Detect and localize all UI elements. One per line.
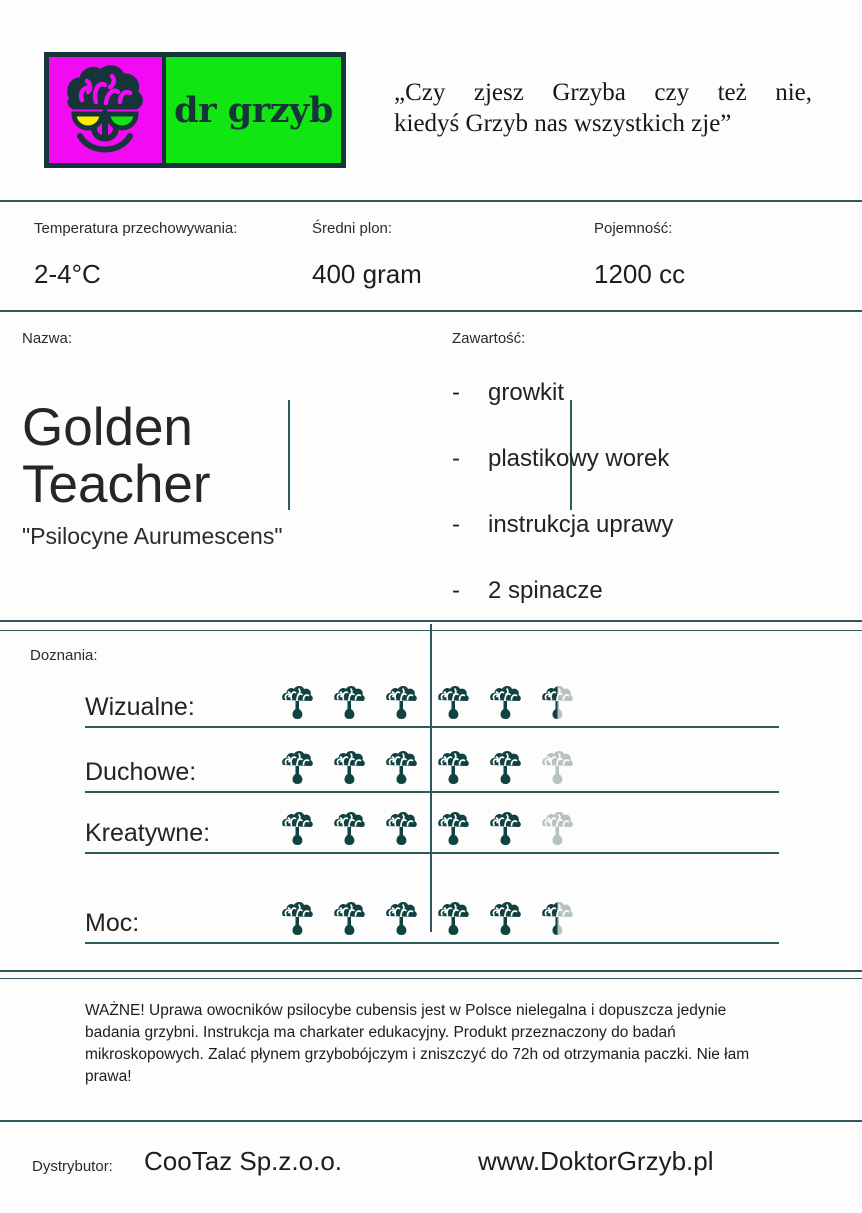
- spec-label-yield: Średni plon:: [312, 220, 393, 237]
- rating-icons[interactable]: [281, 682, 574, 724]
- mushroom-icon: [281, 808, 314, 850]
- mushroom-icon: [333, 808, 366, 850]
- mushroom-icon: [281, 747, 314, 789]
- rating-icons[interactable]: [281, 898, 574, 940]
- distributor-value: CooTaz Sp.z.o.o.: [144, 1146, 342, 1176]
- product-name-block: [22, 330, 422, 550]
- spec-value-temperature: 2-4°C: [34, 259, 101, 289]
- ratings-caption: Doznania:: [30, 647, 98, 664]
- mushroom-icon: [541, 747, 574, 789]
- mushroom-icon: [437, 682, 470, 724]
- list-dash: -: [452, 379, 460, 406]
- product-latin-name: "Psilocyne Aurumescens": [22, 523, 283, 550]
- logo-face-panel: [49, 57, 162, 163]
- product-name-label: Nazwa:: [22, 330, 73, 347]
- header-quote-line-1: „Czy zjesz Grzyba czy też nie,: [394, 79, 812, 106]
- list-item-label: 2 spinacze: [488, 577, 603, 604]
- spec-value-yield: 400 gram: [312, 259, 422, 289]
- distributor-label: Dystrybutor:: [32, 1158, 113, 1175]
- product-name-line-1: Golden: [22, 398, 193, 457]
- mushroom-icon: [437, 898, 470, 940]
- header-quote: [394, 78, 812, 139]
- list-item-label: instrukcja uprawy: [488, 511, 674, 538]
- rating-label: Duchowe:: [85, 758, 197, 786]
- ratings-section: [0, 634, 862, 964]
- midsection: [0, 312, 862, 620]
- header-quote-line-2: kiedyś Grzyb nas wszystkich zje”: [394, 109, 732, 137]
- contents-label: Zawartość:: [452, 330, 526, 347]
- rating-label: Wizualne:: [85, 693, 195, 721]
- list-item: [452, 379, 848, 407]
- rating-row-duchowe: [85, 735, 779, 793]
- list-item-label: growkit: [488, 379, 565, 406]
- mushroom-icon: [489, 747, 522, 789]
- mushroom-icon: [385, 682, 418, 724]
- spec-cell-yield: [312, 200, 568, 310]
- rating-label: Kreatywne:: [85, 819, 211, 847]
- spec-label-capacity: Pojemność:: [594, 220, 673, 237]
- product-name-line-2: Teacher: [22, 455, 211, 515]
- rating-row-wizualne: [85, 670, 779, 728]
- mushroom-icon: [385, 747, 418, 789]
- rule-below-midsection: [0, 620, 862, 622]
- contents-list: [452, 379, 848, 605]
- product-name: [22, 399, 422, 513]
- mushroom-icon: [541, 808, 574, 850]
- mushroom-icon: [333, 747, 366, 789]
- rating-icons[interactable]: [281, 808, 574, 850]
- mushroom-icon: [541, 898, 574, 940]
- warning-text: WAŻNE! Uprawa owocników psilocybe cubensis jest w Polsce nielegalna i dopuszcza jedynie badania grzybni. Instrukcja ma charkater edukacyjny. Produkt przeznaczony do badań mikroskopowych. Zalać płynem grzybobójczym i zniszczyć do 72h od otrzymania paczki. Nie łam prawa!: [85, 1002, 750, 1085]
- footer: [0, 1128, 862, 1213]
- contents-block: [452, 330, 848, 643]
- rating-row-moc: [85, 886, 779, 944]
- mushroom-icon: [333, 682, 366, 724]
- rule-below-ratings: [0, 970, 862, 972]
- logo-wordmark-panel: [166, 57, 341, 163]
- website-link[interactable]: www.DoktorGrzyb.pl: [478, 1146, 714, 1176]
- spec-cell-temperature: [34, 200, 288, 310]
- list-item: [452, 445, 848, 473]
- specs-row: [0, 200, 862, 310]
- mushroom-icon: [281, 682, 314, 724]
- mushroom-icon: [385, 808, 418, 850]
- spec-label-temperature: Temperatura przechowywania:: [34, 220, 238, 237]
- mushroom-icon: [541, 682, 574, 724]
- mushroom-icon: [281, 898, 314, 940]
- rule-below-midsection-2: [0, 630, 862, 631]
- spec-value-capacity: 1200 cc: [594, 259, 686, 289]
- rating-icons[interactable]: [281, 747, 574, 789]
- mushroom-icon: [437, 808, 470, 850]
- list-dash: -: [452, 511, 460, 538]
- rating-row-kreatywne: [85, 796, 779, 854]
- mushroom-icon: [437, 747, 470, 789]
- mushroom-icon: [489, 682, 522, 724]
- logo-wordmark: dr grzyb: [174, 89, 333, 131]
- rule-below-ratings-2: [0, 978, 862, 979]
- list-item: [452, 577, 848, 605]
- brand-logo: [44, 52, 346, 168]
- list-item: [452, 511, 848, 539]
- list-dash: -: [452, 445, 460, 472]
- mushroom-brain-face-icon: [60, 62, 152, 158]
- rule-above-footer: [0, 1120, 862, 1122]
- list-item-label: plastikowy worek: [488, 445, 670, 472]
- rating-label: Moc:: [85, 909, 140, 937]
- mushroom-icon: [333, 898, 366, 940]
- mushroom-icon: [489, 898, 522, 940]
- spec-cell-capacity: [594, 200, 848, 310]
- header: [0, 0, 862, 198]
- list-dash: -: [452, 577, 460, 604]
- mushroom-icon: [385, 898, 418, 940]
- mushroom-icon: [489, 808, 522, 850]
